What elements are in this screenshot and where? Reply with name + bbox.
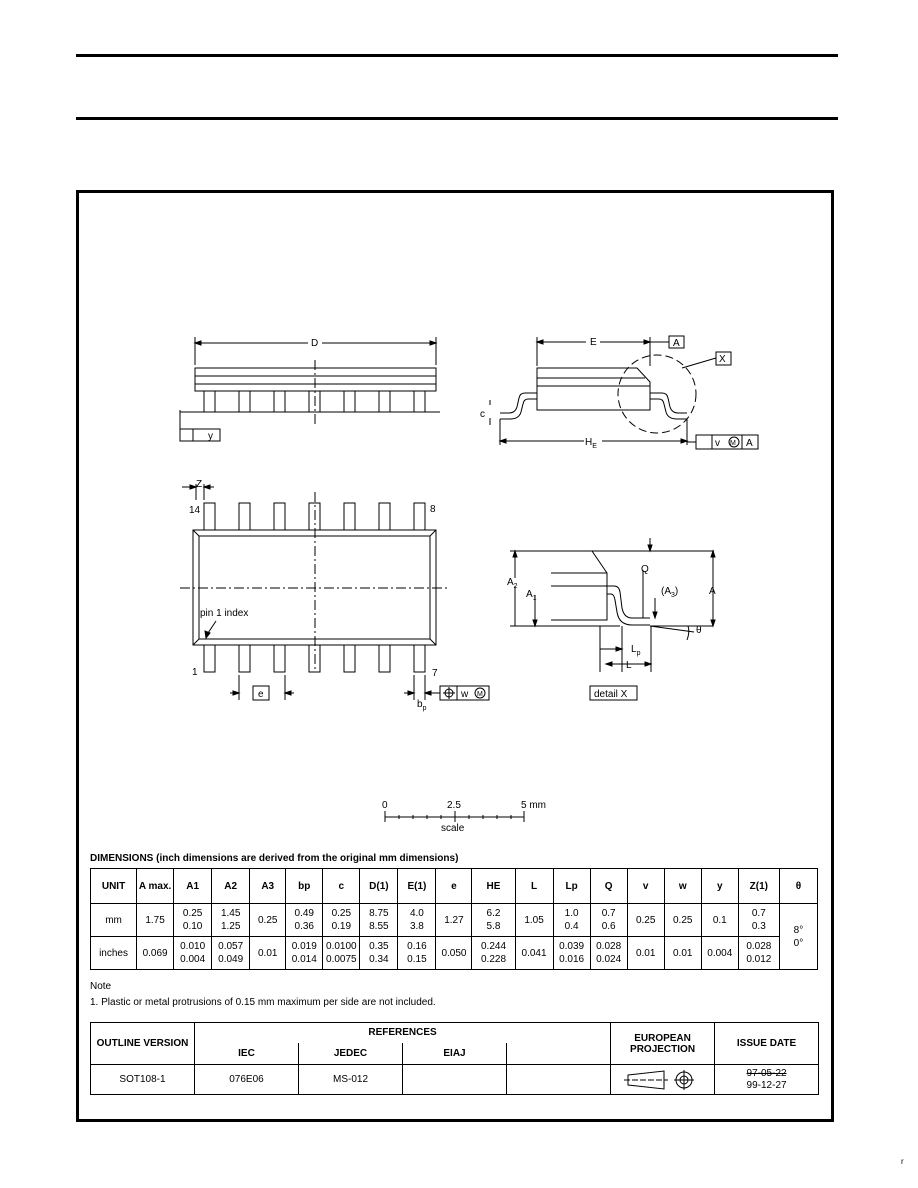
scale-tick-2-5: 2.5 xyxy=(447,800,461,811)
inches-L: 0.041 xyxy=(515,937,553,970)
label-pin14: 14 xyxy=(189,505,201,516)
outline-version-value: SOT108-1 xyxy=(91,1065,195,1095)
label-pin1: 1 xyxy=(192,667,198,678)
issue-date-old: 97-05-22 xyxy=(746,1067,787,1079)
inches-c: 0.0100 0.0075 xyxy=(323,937,360,970)
inches-unit: inches xyxy=(91,937,137,970)
header-unit: UNIT xyxy=(91,869,137,904)
header-eiaj: EIAJ xyxy=(403,1043,507,1065)
mm-A2: 1.45 1.25 xyxy=(212,904,250,937)
header-outline-version: OUTLINE VERSION xyxy=(91,1023,195,1065)
header-A1: A1 xyxy=(174,869,212,904)
table-row-inches xyxy=(91,937,818,970)
european-projection-cell xyxy=(611,1065,715,1095)
eiaj-value xyxy=(403,1065,507,1095)
mm-y: 0.1 xyxy=(701,904,738,937)
header-HE: HE xyxy=(472,869,515,904)
inches-A1: 0.010 0.004 xyxy=(174,937,212,970)
label-A1: $A_1$ xyxy=(526,589,537,602)
mm-unit: mm xyxy=(91,904,137,937)
header-L: L xyxy=(515,869,553,904)
dimensions-table xyxy=(90,868,818,970)
inches-A2: 0.057 0.049 xyxy=(212,937,250,970)
references-table xyxy=(90,1022,819,1095)
note-item-1: 1. Plastic or metal protrusions of 0.15 mm maximum per side are not included. xyxy=(90,997,436,1008)
label-A-box: A xyxy=(673,338,680,349)
header-E: E(1) xyxy=(398,869,436,904)
inches-E: 0.16 0.15 xyxy=(398,937,436,970)
scale-tick-0: 0 xyxy=(382,800,388,811)
inches-A3: 0.01 xyxy=(250,937,286,970)
mm-e: 1.27 xyxy=(436,904,472,937)
label-v: v xyxy=(715,438,720,449)
mm-L: 1.05 xyxy=(515,904,553,937)
header-e: e xyxy=(436,869,472,904)
header-w: w xyxy=(664,869,701,904)
inches-Z: 0.028 0.012 xyxy=(738,937,779,970)
header-y: y xyxy=(701,869,738,904)
header-A2: A2 xyxy=(212,869,250,904)
label-detail: detail X xyxy=(594,689,628,700)
label-M-w: M xyxy=(477,691,483,698)
mm-A1: 0.25 0.10 xyxy=(174,904,212,937)
table-row-mm xyxy=(91,904,818,937)
header-jedec: JEDEC xyxy=(299,1043,403,1065)
label-Q: Q xyxy=(641,564,649,575)
header-A: A max. xyxy=(137,869,174,904)
scale-tick-5mm: 5 mm xyxy=(521,800,546,811)
header-v: v xyxy=(627,869,664,904)
mm-A3: 0.25 xyxy=(250,904,286,937)
inches-v: 0.01 xyxy=(627,937,664,970)
header-european-projection: EUROPEAN PROJECTION xyxy=(611,1023,715,1065)
header-Lp: Lp xyxy=(553,869,590,904)
mm-w: 0.25 xyxy=(664,904,701,937)
header-c: c xyxy=(323,869,360,904)
label-c: c xyxy=(480,409,485,420)
label-e: e xyxy=(258,689,264,700)
label-Z: Z xyxy=(196,479,203,490)
label-bp: $b_p$ xyxy=(417,699,427,712)
scale-label: scale xyxy=(441,823,465,834)
label-A-side: A xyxy=(709,586,716,597)
label-X: X xyxy=(719,354,726,365)
jedec-value: MS-012 xyxy=(299,1065,403,1095)
label-w: w xyxy=(461,689,469,700)
header-bp: bp xyxy=(286,869,323,904)
mm-bp: 0.49 0.36 xyxy=(286,904,323,937)
label-A-ref: A xyxy=(746,438,753,449)
label-L: L xyxy=(626,660,632,671)
mm-Z: 0.7 0.3 xyxy=(738,904,779,937)
label-theta: θ xyxy=(696,625,702,636)
inches-w: 0.01 xyxy=(664,937,701,970)
inches-Lp: 0.039 0.016 xyxy=(553,937,590,970)
issue-date-new: 99-12-27 xyxy=(746,1079,787,1091)
label-A2: $A_2$ xyxy=(507,577,518,590)
issue-date-value xyxy=(715,1065,819,1095)
header-blank xyxy=(507,1043,611,1065)
inches-Q: 0.028 0.024 xyxy=(590,937,627,970)
label-E: E xyxy=(590,337,597,348)
note-title: Note xyxy=(90,981,112,992)
inches-HE: 0.244 0.228 xyxy=(472,937,515,970)
header-A3: A3 xyxy=(250,869,286,904)
inches-y: 0.004 xyxy=(701,937,738,970)
label-pin1-index: pin 1 index xyxy=(200,608,249,619)
header-references: REFERENCES xyxy=(195,1023,611,1043)
inches-e: 0.050 xyxy=(436,937,472,970)
header-iec: IEC xyxy=(195,1043,299,1065)
label-HE: $H_E$ xyxy=(585,437,597,450)
iec-value: 076E06 xyxy=(195,1065,299,1095)
header-issue-date: ISSUE DATE xyxy=(715,1023,819,1065)
inches-D: 0.35 0.34 xyxy=(360,937,398,970)
mm-A: 1.75 xyxy=(137,904,174,937)
references-row xyxy=(91,1065,819,1095)
header-D: D(1) xyxy=(360,869,398,904)
mm-Q: 0.7 0.6 xyxy=(590,904,627,937)
mm-E: 4.0 3.8 xyxy=(398,904,436,937)
footer-mark: r xyxy=(901,1157,904,1166)
blank-value xyxy=(507,1065,611,1095)
mm-c: 0.25 0.19 xyxy=(323,904,360,937)
label-pin8: 8 xyxy=(430,504,436,515)
references-header-row-1 xyxy=(91,1023,819,1043)
label-pin7: 7 xyxy=(432,668,438,679)
mm-HE: 6.2 5.8 xyxy=(472,904,515,937)
label-M-v: M xyxy=(730,440,736,447)
mm-v: 0.25 xyxy=(627,904,664,937)
mm-D: 8.75 8.55 xyxy=(360,904,398,937)
label-y: y xyxy=(208,431,213,442)
inches-A: 0.069 xyxy=(137,937,174,970)
header-theta: θ xyxy=(779,869,817,904)
label-D: D xyxy=(311,338,319,349)
theta-values: 8° 0° xyxy=(779,904,817,970)
label-Lp: $L_p$ xyxy=(631,644,641,657)
inches-bp: 0.019 0.014 xyxy=(286,937,323,970)
label-A3: $(A_3)$ xyxy=(661,586,679,599)
dimensions-header-row xyxy=(91,869,818,904)
mm-Lp: 1.0 0.4 xyxy=(553,904,590,937)
header-Q: Q xyxy=(590,869,627,904)
dimensions-title: DIMENSIONS (inch dimensions are derived from the original mm dimensions) xyxy=(90,853,459,864)
header-Z: Z(1) xyxy=(738,869,779,904)
